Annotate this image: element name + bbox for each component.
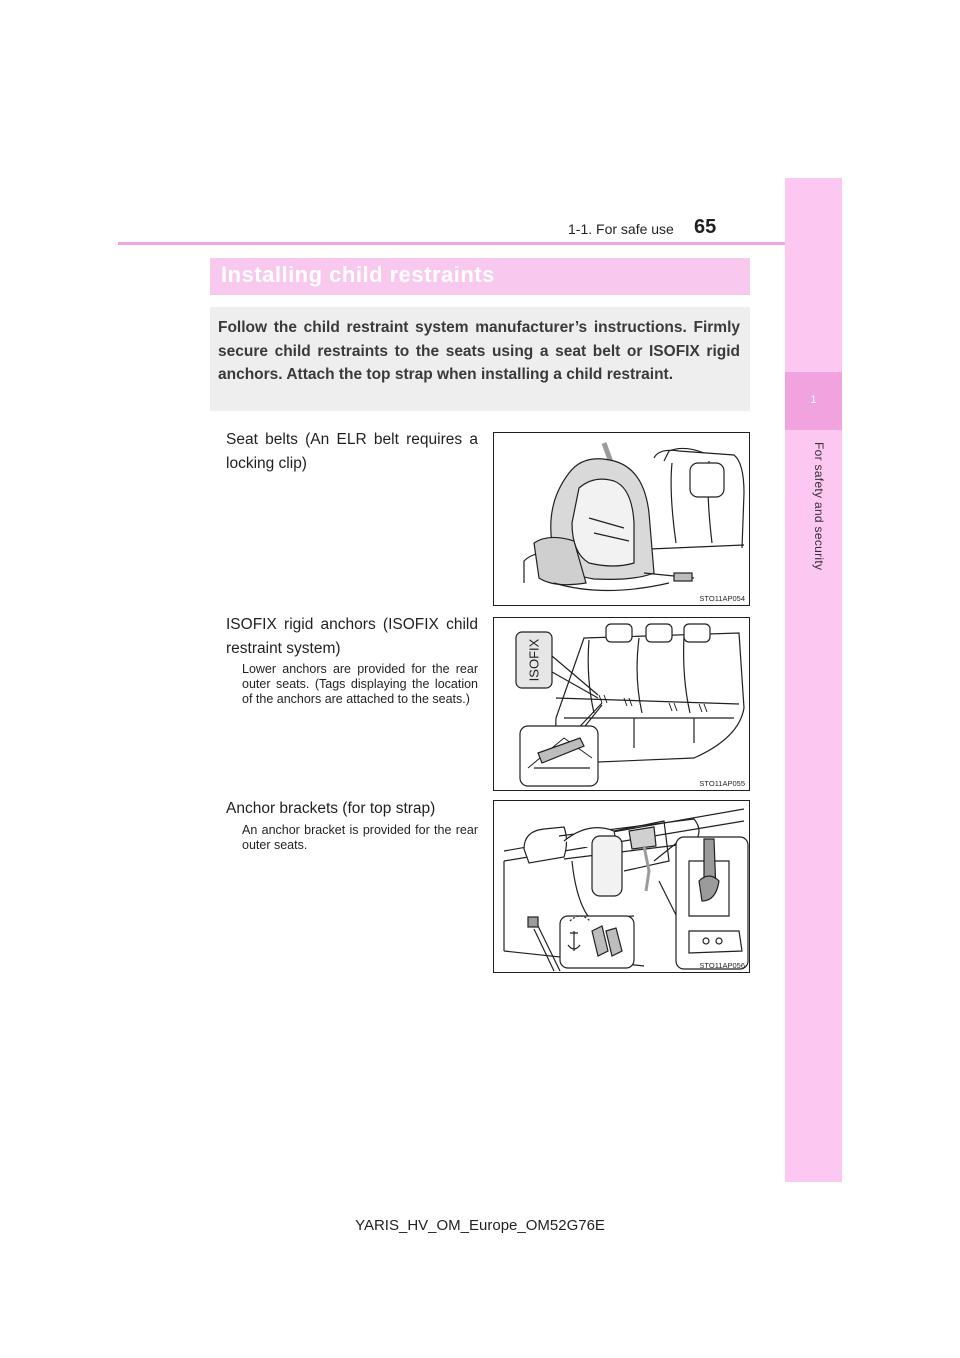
chapter-title: For safety and security <box>812 442 826 571</box>
chapter-number-tab <box>785 372 842 430</box>
chapter-side-tab <box>785 178 842 1182</box>
item-anchor-brackets-heading: Anchor brackets (for top strap) <box>226 800 436 817</box>
document-footer: YARIS_HV_OM_Europe_OM52G76E <box>355 1217 605 1234</box>
page-number: 65 <box>694 216 717 238</box>
item-isofix-heading: ISOFIX rigid anchors (ISOFIX child restraint system) <box>226 616 478 657</box>
item-seat-belts-heading: Seat belts (An ELR belt requires a locking clip) <box>226 431 478 472</box>
figure-code: STO11AP054 <box>699 594 745 603</box>
child-seat-illustration <box>494 433 750 606</box>
item-anchor-brackets-note: An anchor bracket is provided for the rear outer seats. <box>242 823 478 852</box>
figure-isofix-anchors <box>493 617 750 791</box>
item-isofix-note: Lower anchors are provided for the rear outer seats. (Tags displaying the location of the anchors are attached to the seats.) <box>242 662 478 706</box>
intro-box: Follow the child restraint system manufacturer’s instructions. Firmly secure child restraints to the seats using a seat belt or ISOFIX rigid anchors. Attach the top strap when installing a child restraint. <box>210 307 750 411</box>
figure-seat-belt-child-seat <box>493 432 750 606</box>
anchor-bracket-illustration <box>494 801 750 973</box>
section-reference: 1-1. For safe use <box>568 221 674 237</box>
section-title-bar <box>210 258 750 295</box>
chapter-number: 1 <box>810 394 817 406</box>
figure-anchor-brackets <box>493 800 750 973</box>
figure-code: STO11AP055 <box>699 779 745 788</box>
figure-code: STO11AP056 <box>699 961 745 970</box>
section-title: Installing child restraints <box>221 262 495 287</box>
header-rule <box>118 242 785 245</box>
isofix-tag-label: ISOFIX <box>526 638 542 682</box>
isofix-seat-illustration <box>494 618 750 791</box>
